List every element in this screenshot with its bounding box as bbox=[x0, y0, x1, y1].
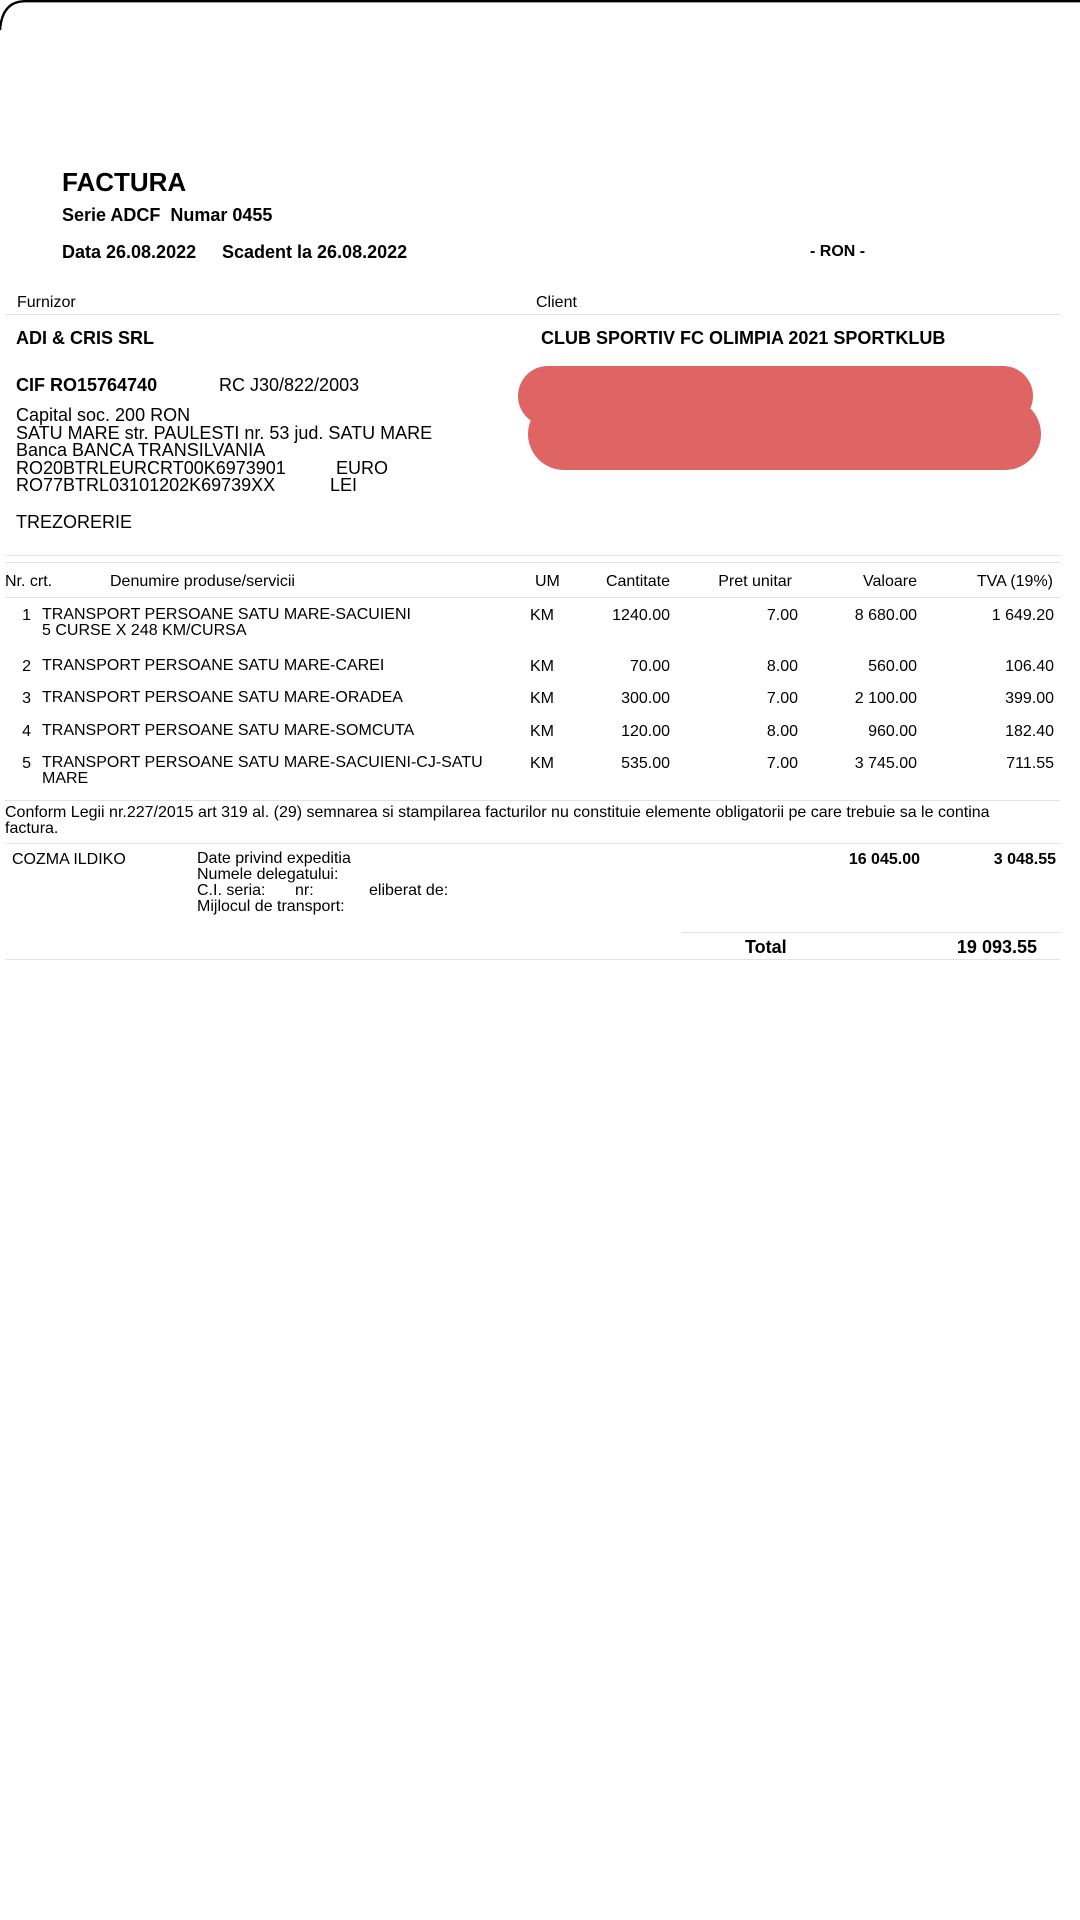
subtotal-vat: 3 048.55 bbox=[993, 851, 1056, 868]
row-number: 4 bbox=[22, 723, 31, 740]
row-value: 8 680.00 bbox=[854, 607, 917, 624]
supplier-bank: Banca BANCA TRANSILVANIA bbox=[16, 440, 266, 460]
page-frame-top bbox=[0, 0, 1080, 40]
ci-number-label: nr: bbox=[295, 882, 314, 899]
column-header-nr: Nr. crt. bbox=[5, 573, 53, 590]
invoice-currency: - RON - bbox=[810, 243, 866, 260]
row-unit-price: 7.00 bbox=[766, 607, 798, 624]
supplier-cif: CIF RO15764740 bbox=[16, 375, 158, 395]
row-description: TRANSPORT PERSOANE SATU MARE-ORADEA bbox=[42, 689, 403, 706]
invoice-due-date: Scadent la 26.08.2022 bbox=[222, 242, 408, 262]
subtotal-value: 16 045.00 bbox=[848, 851, 920, 868]
row-number: 2 bbox=[22, 658, 31, 675]
row-vat: 711.55 bbox=[1006, 755, 1054, 772]
client-details-redaction bbox=[515, 362, 1045, 474]
supplier-iban-euro: RO20BTRLEURCRT00K6973901 bbox=[16, 457, 286, 478]
row-um: KM bbox=[530, 690, 554, 707]
invoice-date: Data 26.08.2022 bbox=[62, 242, 197, 262]
divider bbox=[5, 562, 1060, 563]
issuer-name: COZMA ILDIKO bbox=[12, 851, 126, 868]
divider bbox=[5, 314, 1060, 315]
row-value: 960.00 bbox=[868, 723, 917, 740]
client-label: Client bbox=[536, 294, 577, 311]
supplier-treasury: TREZORERIE bbox=[16, 512, 133, 532]
divider bbox=[682, 932, 1060, 933]
row-description: TRANSPORT PERSOANE SATU MARE-SOMCUTA bbox=[42, 722, 415, 739]
column-header-price: Pret unitar bbox=[718, 573, 792, 590]
row-vat: 399.00 bbox=[1005, 690, 1054, 707]
supplier-label: Furnizor bbox=[17, 294, 76, 311]
supplier-address: SATU MARE str. PAULESTI nr. 53 jud. SATU MARE bbox=[16, 422, 433, 443]
row-number: 3 bbox=[22, 690, 31, 707]
column-header-value: Valoare bbox=[863, 573, 917, 590]
row-description: TRANSPORT PERSOANE SATU MARE-SACUIENI-CJ-SATU bbox=[42, 754, 483, 771]
column-header-um: UM bbox=[535, 573, 560, 590]
row-unit-price: 7.00 bbox=[766, 690, 798, 707]
row-um: KM bbox=[530, 723, 554, 740]
row-unit-price: 8.00 bbox=[766, 723, 798, 740]
row-description-continued: 5 CURSE X 248 KM/CURSA bbox=[42, 621, 247, 639]
ci-issued-label: eliberat de: bbox=[369, 882, 449, 899]
row-quantity: 300.00 bbox=[621, 690, 670, 707]
row-description: TRANSPORT PERSOANE SATU MARE-SACUIENI bbox=[42, 606, 411, 623]
row-description-continued: MARE bbox=[42, 769, 89, 787]
column-header-qty: Cantitate bbox=[605, 573, 670, 590]
row-value: 2 100.00 bbox=[854, 690, 917, 707]
total-label: Total bbox=[745, 937, 787, 957]
divider bbox=[5, 843, 1060, 844]
delegate-label: Numele delegatului: bbox=[197, 866, 339, 883]
row-quantity: 120.00 bbox=[621, 723, 670, 740]
row-um: KM bbox=[530, 755, 554, 772]
row-quantity: 535.00 bbox=[621, 755, 670, 772]
column-header-name: Denumire produse/servicii bbox=[110, 573, 295, 590]
row-vat: 1 649.20 bbox=[991, 607, 1054, 624]
row-um: KM bbox=[530, 607, 554, 624]
invoice-title: FACTURA bbox=[62, 167, 187, 197]
row-number: 5 bbox=[22, 755, 31, 772]
ci-series-label: C.I. seria: bbox=[197, 882, 266, 899]
column-header-vat: TVA (19%) bbox=[976, 573, 1053, 590]
row-um: KM bbox=[530, 658, 554, 675]
row-unit-price: 7.00 bbox=[766, 755, 798, 772]
row-vat: 182.40 bbox=[1005, 723, 1054, 740]
row-number: 1 bbox=[22, 607, 31, 624]
divider bbox=[5, 597, 1060, 598]
divider bbox=[5, 555, 1060, 556]
supplier-iban-lei-currency: LEI bbox=[330, 475, 358, 495]
row-unit-price: 8.00 bbox=[766, 658, 798, 675]
divider bbox=[5, 800, 1060, 801]
supplier-iban-lei: RO77BTRL03101202K69739XX bbox=[16, 475, 276, 495]
total-value: 19 093.55 bbox=[956, 937, 1037, 957]
divider bbox=[5, 959, 1060, 960]
supplier-iban-euro-currency: EURO bbox=[336, 457, 389, 478]
supplier-rc: RC J30/822/2003 bbox=[219, 375, 360, 395]
supplier-name: ADI & CRIS SRL bbox=[16, 328, 155, 348]
legal-note-line1: Conform Legii nr.227/2015 art 319 al. (29) semnarea si stampilarea facturilor nu constituie elemente obligatorii pe care trebuie sa le contina bbox=[5, 804, 990, 821]
supplier-capital: Capital soc. 200 RON bbox=[16, 405, 191, 425]
invoice-series-number: Serie ADCF Numar 0455 bbox=[62, 205, 273, 225]
row-vat: 106.40 bbox=[1005, 658, 1054, 675]
shipping-title: Date privind expeditia bbox=[197, 850, 351, 867]
row-value: 560.00 bbox=[868, 658, 917, 675]
legal-note-line2: factura. bbox=[5, 820, 59, 837]
transport-label: Mijlocul de transport: bbox=[197, 898, 345, 915]
client-name: CLUB SPORTIV FC OLIMPIA 2021 SPORTKLUB bbox=[541, 328, 946, 348]
row-quantity: 70.00 bbox=[629, 658, 670, 675]
row-value: 3 745.00 bbox=[854, 755, 917, 772]
row-quantity: 1240.00 bbox=[612, 607, 670, 624]
row-description: TRANSPORT PERSOANE SATU MARE-CAREI bbox=[42, 657, 385, 674]
